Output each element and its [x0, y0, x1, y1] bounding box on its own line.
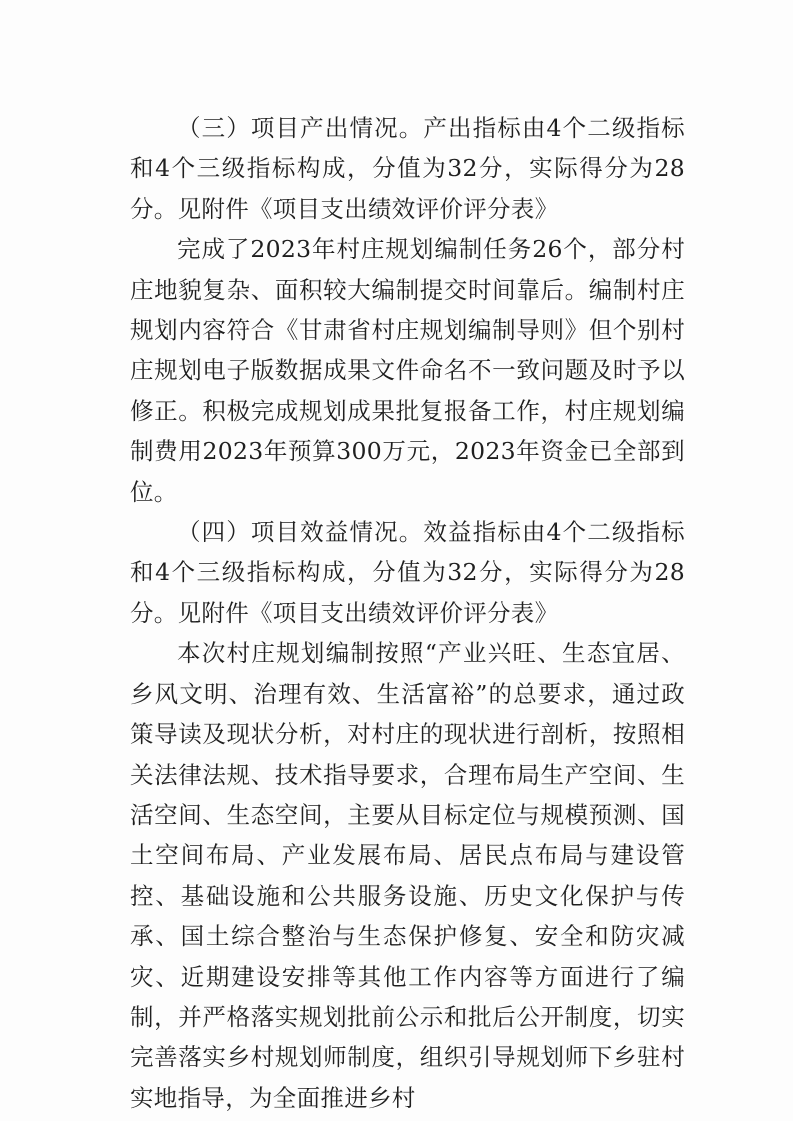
paragraph-benefit-details: 本次村庄规划编制按照“产业兴旺、生态宜居、乡风文明、治理有效、生活富裕”的总要求，通过政策导读及现状分析，对村庄的现状进行剖析，按照相关法律法规、技术指导要求，合理布局生产空间、生活空间、生态空间，主要从目标定位与规模预测、国土空间布局、产业发展布局、居民点布局与建设管控、基础设施和公共服务设施、历史文化保护与传承、国土综合整治与生态保护修复、安全和防灾减灾、近期建设安排等其他工作内容等方面进行了编制，并严格落实规划批前公示和批后公开制度，切实完善落实乡村规划师制度，组织引导规划师下乡驻村实地指导，为全面推进乡村 [130, 639, 685, 1112]
paragraph-benefit-section: （四）项目效益情况。效益指标由4个二级指标和4个三级指标构成，分值为32分，实际得分为28分。见附件《项目支出绩效评价评分表》 [130, 518, 685, 627]
paragraph-output-section: （三）项目产出情况。产出指标由4个二级指标和4个三级指标构成，分值为32分，实际得分为28分。见附件《项目支出绩效评价评分表》 [130, 114, 685, 223]
paragraph-output-details: 完成了2023年村庄规划编制任务26个，部分村庄地貌复杂、面积较大编制提交时间靠后。编制村庄规划内容符合《甘肃省村庄规划编制导则》但个别村庄规划电子版数据成果文件命名不一致问题及时予以修正。积极完成规划成果批复报备工作，村庄规划编制费用2023年预算300万元，2023年资金已全部到位。 [130, 235, 685, 506]
document-body [130, 108, 685, 1118]
